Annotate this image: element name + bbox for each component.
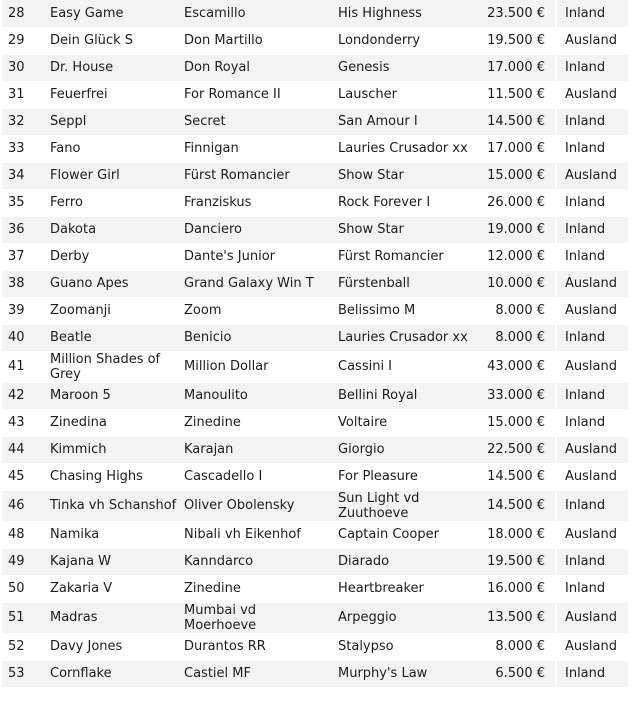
horse-name: Madras bbox=[44, 602, 178, 633]
horse-name: Derby bbox=[44, 243, 178, 270]
buyer-origin: Ausland bbox=[556, 81, 628, 108]
table-row bbox=[2, 351, 628, 382]
lot-number: 28 bbox=[2, 0, 44, 27]
sire-name: Grand Galaxy Win T bbox=[178, 270, 332, 297]
sire-name: Dante's Junior bbox=[178, 243, 332, 270]
damsire-name: For Pleasure bbox=[332, 463, 474, 490]
buyer-origin: Ausland bbox=[556, 521, 628, 548]
sale-price: 19.000 € bbox=[474, 216, 556, 243]
sale-price: 17.000 € bbox=[474, 135, 556, 162]
buyer-origin: Inland bbox=[556, 54, 628, 81]
buyer-origin: Ausland bbox=[556, 463, 628, 490]
sale-price: 26.000 € bbox=[474, 189, 556, 216]
sale-price: 11.500 € bbox=[474, 81, 556, 108]
buyer-origin: Ausland bbox=[556, 270, 628, 297]
horse-name: Seppl bbox=[44, 108, 178, 135]
sire-name: Finnigan bbox=[178, 135, 332, 162]
buyer-origin: Inland bbox=[556, 243, 628, 270]
table-row bbox=[2, 0, 628, 27]
lot-number: 40 bbox=[2, 324, 44, 351]
sale-price: 16.000 € bbox=[474, 575, 556, 602]
buyer-origin: Inland bbox=[556, 135, 628, 162]
table-row bbox=[2, 270, 628, 297]
sale-price: 19.500 € bbox=[474, 548, 556, 575]
horse-name: Kajana W bbox=[44, 548, 178, 575]
horse-name: Tinka vh Schanshof bbox=[44, 490, 178, 521]
sire-name: Fürst Romancier bbox=[178, 162, 332, 189]
sire-name: Nibali vh Eikenhof bbox=[178, 521, 332, 548]
buyer-origin: Inland bbox=[556, 382, 628, 409]
horse-name: Beatle bbox=[44, 324, 178, 351]
damsire-name: Giorgio bbox=[332, 436, 474, 463]
damsire-name: Sun Light vd Zuuthoeve bbox=[332, 490, 474, 521]
lot-number: 45 bbox=[2, 463, 44, 490]
damsire-name: Fürst Romancier bbox=[332, 243, 474, 270]
sale-price: 14.500 € bbox=[474, 108, 556, 135]
table-row bbox=[2, 660, 628, 687]
lot-number: 43 bbox=[2, 409, 44, 436]
sale-price: 8.000 € bbox=[474, 324, 556, 351]
table-row bbox=[2, 382, 628, 409]
lot-number: 36 bbox=[2, 216, 44, 243]
lot-number: 42 bbox=[2, 382, 44, 409]
damsire-name: Murphy's Law bbox=[332, 660, 474, 687]
sire-name: Secret bbox=[178, 108, 332, 135]
sale-price: 33.000 € bbox=[474, 382, 556, 409]
sire-name: Million Dollar bbox=[178, 351, 332, 382]
damsire-name: Londonderry bbox=[332, 27, 474, 54]
damsire-name: Genesis bbox=[332, 54, 474, 81]
lot-number: 33 bbox=[2, 135, 44, 162]
table-row bbox=[2, 324, 628, 351]
buyer-origin: Inland bbox=[556, 409, 628, 436]
damsire-name: Bellini Royal bbox=[332, 382, 474, 409]
sale-price: 13.500 € bbox=[474, 602, 556, 633]
horse-name: Davy Jones bbox=[44, 633, 178, 660]
damsire-name: Lauries Crusador xx bbox=[332, 324, 474, 351]
horse-name: Chasing Highs bbox=[44, 463, 178, 490]
sale-price: 10.000 € bbox=[474, 270, 556, 297]
lot-number: 49 bbox=[2, 548, 44, 575]
table-row bbox=[2, 633, 628, 660]
lot-number: 46 bbox=[2, 490, 44, 521]
damsire-name: Heartbreaker bbox=[332, 575, 474, 602]
sire-name: Zinedine bbox=[178, 575, 332, 602]
buyer-origin: Inland bbox=[556, 108, 628, 135]
lot-number: 51 bbox=[2, 602, 44, 633]
table-body bbox=[2, 0, 628, 687]
lot-number: 37 bbox=[2, 243, 44, 270]
lot-number: 52 bbox=[2, 633, 44, 660]
table-row bbox=[2, 463, 628, 490]
table-row bbox=[2, 575, 628, 602]
sale-price: 23.500 € bbox=[474, 0, 556, 27]
horse-name: Flower Girl bbox=[44, 162, 178, 189]
lot-number: 30 bbox=[2, 54, 44, 81]
damsire-name: Diarado bbox=[332, 548, 474, 575]
horse-name: Easy Game bbox=[44, 0, 178, 27]
table-row bbox=[2, 548, 628, 575]
buyer-origin: Inland bbox=[556, 575, 628, 602]
sire-name: Karajan bbox=[178, 436, 332, 463]
buyer-origin: Inland bbox=[556, 548, 628, 575]
sale-price: 17.000 € bbox=[474, 54, 556, 81]
lot-number: 38 bbox=[2, 270, 44, 297]
table-row bbox=[2, 135, 628, 162]
table-row bbox=[2, 54, 628, 81]
sale-price: 8.000 € bbox=[474, 297, 556, 324]
lot-number: 48 bbox=[2, 521, 44, 548]
sale-price: 14.500 € bbox=[474, 490, 556, 521]
table-row bbox=[2, 436, 628, 463]
sale-price: 19.500 € bbox=[474, 27, 556, 54]
buyer-origin: Ausland bbox=[556, 633, 628, 660]
sire-name: For Romance II bbox=[178, 81, 332, 108]
lot-number: 35 bbox=[2, 189, 44, 216]
damsire-name: Fürstenball bbox=[332, 270, 474, 297]
sire-name: Benicio bbox=[178, 324, 332, 351]
buyer-origin: Ausland bbox=[556, 351, 628, 382]
lot-number: 53 bbox=[2, 660, 44, 687]
table-row bbox=[2, 243, 628, 270]
horse-name: Fano bbox=[44, 135, 178, 162]
sale-price: 15.000 € bbox=[474, 409, 556, 436]
lot-number: 29 bbox=[2, 27, 44, 54]
table-row bbox=[2, 108, 628, 135]
table-row bbox=[2, 409, 628, 436]
damsire-name: Arpeggio bbox=[332, 602, 474, 633]
buyer-origin: Inland bbox=[556, 189, 628, 216]
sire-name: Danciero bbox=[178, 216, 332, 243]
lot-number: 31 bbox=[2, 81, 44, 108]
buyer-origin: Ausland bbox=[556, 27, 628, 54]
lot-number: 34 bbox=[2, 162, 44, 189]
sire-name: Escamillo bbox=[178, 0, 332, 27]
horse-name: Kimmich bbox=[44, 436, 178, 463]
lot-number: 32 bbox=[2, 108, 44, 135]
damsire-name: Stalypso bbox=[332, 633, 474, 660]
sire-name: Castiel MF bbox=[178, 660, 332, 687]
table-row bbox=[2, 216, 628, 243]
sire-name: Don Martillo bbox=[178, 27, 332, 54]
horse-name: Cornflake bbox=[44, 660, 178, 687]
buyer-origin: Inland bbox=[556, 490, 628, 521]
sire-name: Zinedine bbox=[178, 409, 332, 436]
horse-name: Dr. House bbox=[44, 54, 178, 81]
lot-number: 41 bbox=[2, 351, 44, 382]
sire-name: Zoom bbox=[178, 297, 332, 324]
table-row bbox=[2, 189, 628, 216]
buyer-origin: Inland bbox=[556, 324, 628, 351]
table-row bbox=[2, 490, 628, 521]
damsire-name: San Amour I bbox=[332, 108, 474, 135]
lot-number: 44 bbox=[2, 436, 44, 463]
horse-name: Zakaria V bbox=[44, 575, 178, 602]
damsire-name: Belissimo M bbox=[332, 297, 474, 324]
damsire-name: Lauscher bbox=[332, 81, 474, 108]
auction-results-table bbox=[2, 0, 628, 688]
horse-name: Million Shades of Grey bbox=[44, 351, 178, 382]
buyer-origin: Ausland bbox=[556, 297, 628, 324]
damsire-name: Cassini I bbox=[332, 351, 474, 382]
horse-name: Dakota bbox=[44, 216, 178, 243]
horse-name: Ferro bbox=[44, 189, 178, 216]
sire-name: Cascadello I bbox=[178, 463, 332, 490]
sire-name: Don Royal bbox=[178, 54, 332, 81]
sale-price: 8.000 € bbox=[474, 633, 556, 660]
table-row bbox=[2, 81, 628, 108]
damsire-name: Lauries Crusador xx bbox=[332, 135, 474, 162]
sale-price: 6.500 € bbox=[474, 660, 556, 687]
table-row bbox=[2, 27, 628, 54]
sale-price: 15.000 € bbox=[474, 162, 556, 189]
damsire-name: Show Star bbox=[332, 216, 474, 243]
buyer-origin: Ausland bbox=[556, 602, 628, 633]
horse-name: Zinedina bbox=[44, 409, 178, 436]
sire-name: Manoulito bbox=[178, 382, 332, 409]
horse-name: Dein Glück S bbox=[44, 27, 178, 54]
horse-name: Namika bbox=[44, 521, 178, 548]
horse-name: Maroon 5 bbox=[44, 382, 178, 409]
lot-number: 39 bbox=[2, 297, 44, 324]
horse-name: Zoomanji bbox=[44, 297, 178, 324]
sire-name: Kanndarco bbox=[178, 548, 332, 575]
sale-price: 43.000 € bbox=[474, 351, 556, 382]
sale-price: 22.500 € bbox=[474, 436, 556, 463]
damsire-name: Show Star bbox=[332, 162, 474, 189]
lot-number: 50 bbox=[2, 575, 44, 602]
sire-name: Franziskus bbox=[178, 189, 332, 216]
sire-name: Mumbai vd Moerhoeve bbox=[178, 602, 332, 633]
sale-price: 12.000 € bbox=[474, 243, 556, 270]
buyer-origin: Inland bbox=[556, 216, 628, 243]
sale-price: 18.000 € bbox=[474, 521, 556, 548]
table-row bbox=[2, 162, 628, 189]
damsire-name: His Highness bbox=[332, 0, 474, 27]
table-row bbox=[2, 521, 628, 548]
table-row bbox=[2, 297, 628, 324]
table-row bbox=[2, 602, 628, 633]
buyer-origin: Ausland bbox=[556, 162, 628, 189]
horse-name: Guano Apes bbox=[44, 270, 178, 297]
sire-name: Oliver Obolensky bbox=[178, 490, 332, 521]
damsire-name: Voltaire bbox=[332, 409, 474, 436]
buyer-origin: Inland bbox=[556, 0, 628, 27]
horse-name: Feuerfrei bbox=[44, 81, 178, 108]
damsire-name: Captain Cooper bbox=[332, 521, 474, 548]
sale-price: 14.500 € bbox=[474, 463, 556, 490]
sire-name: Durantos RR bbox=[178, 633, 332, 660]
damsire-name: Rock Forever I bbox=[332, 189, 474, 216]
buyer-origin: Ausland bbox=[556, 436, 628, 463]
buyer-origin: Inland bbox=[556, 660, 628, 687]
